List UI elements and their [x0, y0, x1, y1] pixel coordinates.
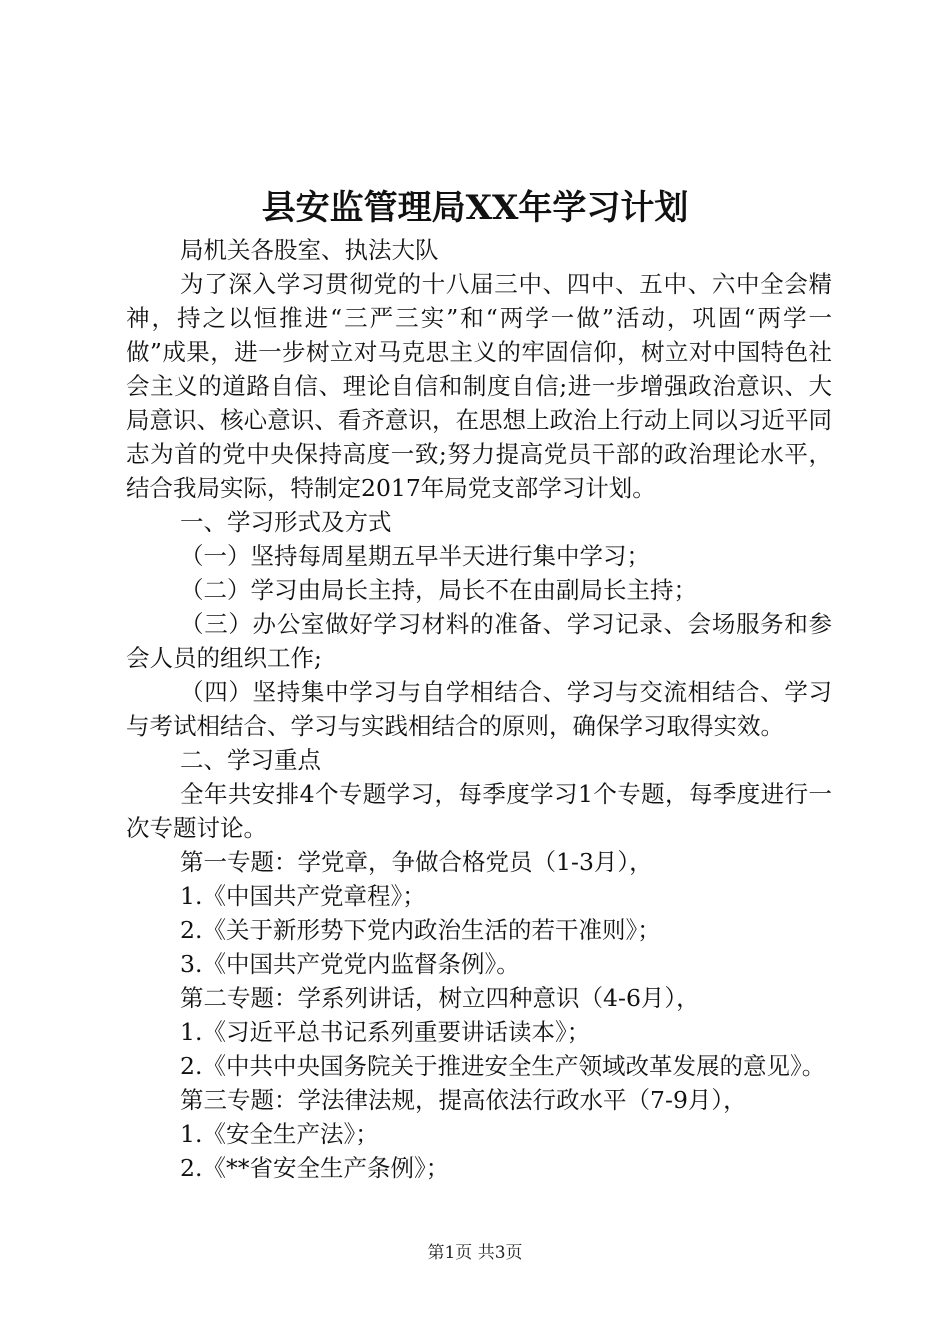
section-heading-2: 二、学习重点: [180, 746, 322, 774]
document-title: 县安监管理局XX年学习计划: [261, 188, 689, 228]
recipient-line: 局机关各股室、执法大队: [180, 236, 439, 264]
overview-paragraph: 全年共安排4个专题学习，每季度学习1个专题，每季度进行一次专题讨论。: [126, 780, 832, 842]
list-item: 1.《习近平总书记系列重要讲话读本》；: [180, 1018, 591, 1046]
list-item: 3.《中国共产党党内监督条例》。: [180, 950, 520, 978]
topic-heading: 第三专题：学法律法规，提高依法行政水平（7-9月），: [180, 1086, 747, 1114]
section-heading-1: 一、学习形式及方式: [180, 508, 392, 536]
list-item: 1.《安全生产法》；: [180, 1120, 379, 1148]
document-body: [126, 233, 832, 1185]
list-item: 2.《关于新形势下党内政治生活的若干准则》；: [180, 916, 661, 944]
intro-paragraph: 为了深入学习贯彻党的十八届三中、四中、五中、六中全会精神，持之以恒推进“三严三实”和“两学一做”活动，巩固“两学一做”成果，进一步树立对马克思主义的牢固信仰，树立对中国特色社会主义的道路自信、理论自信和制度自信;进一步增强政治意识、大局意识、核心意识、看齐意识，在思想上政治上行动上同以习近平同志为首的党中央保持高度一致;努力提高党员干部的政治理论水平，结合我局实际，特制定2017年局党支部学习计划。: [126, 270, 832, 502]
list-item: 1.《中国共产党章程》；: [180, 882, 426, 910]
topic-heading: 第一专题：学党章，争做合格党员（1-3月），: [180, 848, 653, 876]
list-item: （二）学习由局长主持，局长不在由副局长主持；: [180, 576, 698, 604]
list-item: （三）办公室做好学习材料的准备、学习记录、会场服务和参会人员的组织工作;: [126, 610, 832, 672]
page-number-footer: 第1页 共3页: [427, 1243, 523, 1263]
list-item: （四）坚持集中学习与自学相结合、学习与交流相结合、学习与考试相结合、学习与实践相结合的原则，确保学习取得实效。: [126, 678, 832, 740]
list-item: （一）坚持每周星期五早半天进行集中学习；: [180, 542, 651, 570]
list-item: 2.《中共中央国务院关于推进安全生产领域改革发展的意见》。: [180, 1052, 826, 1080]
topic-heading: 第二专题：学系列讲话，树立四种意识（4-6月），: [180, 984, 700, 1012]
list-item: 2.《**省安全生产条例》；: [180, 1154, 450, 1182]
